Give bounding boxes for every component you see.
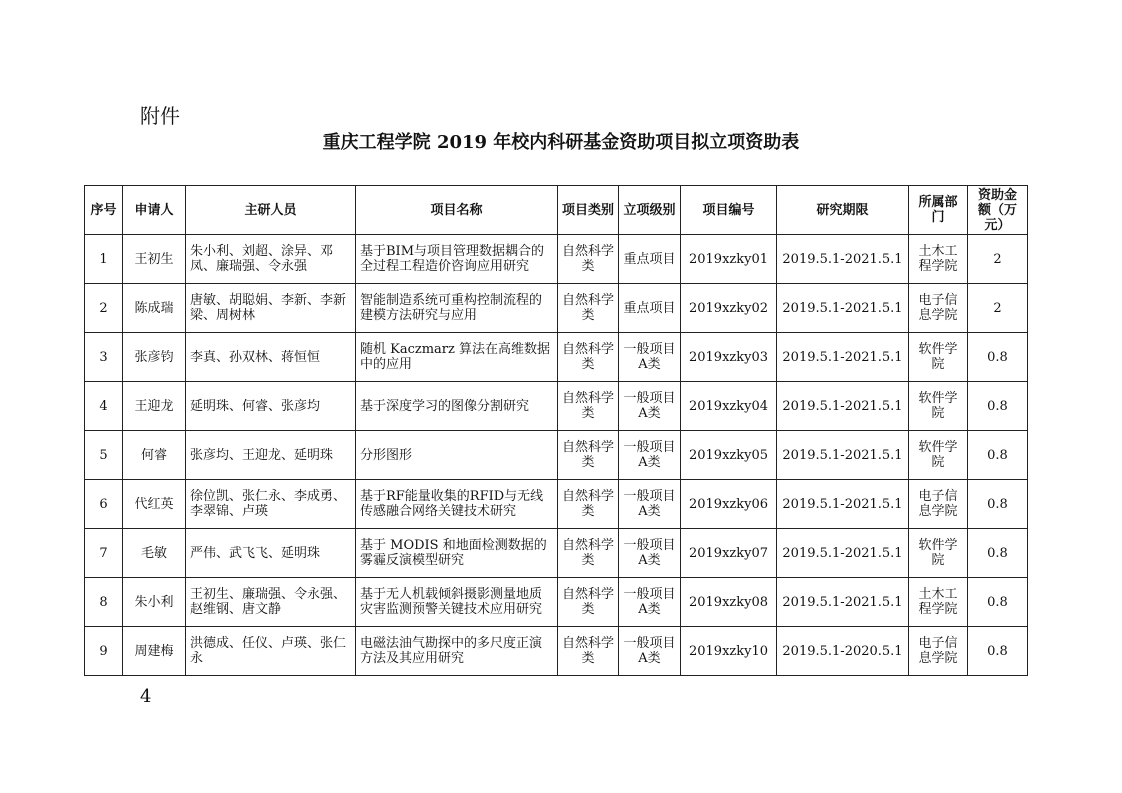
cell-level: 一般项目A类 bbox=[619, 627, 681, 676]
cell-department: 电子信息学院 bbox=[909, 480, 968, 529]
table-row bbox=[85, 431, 1028, 480]
header-level: 立项级别 bbox=[619, 186, 681, 235]
cell-category: 自然科学类 bbox=[558, 284, 619, 333]
document-title: 重庆工程学院 2019 年校内科研基金资助项目拟立项资助表 bbox=[322, 132, 800, 153]
cell-amount: 0.8 bbox=[968, 382, 1028, 431]
cell-researchers: 唐敏、胡聪娟、李新、李新梁、周树林 bbox=[186, 284, 356, 333]
cell-department: 土木工程学院 bbox=[909, 578, 968, 627]
cell-project-name: 基于BIM与项目管理数据耦合的全过程工程造价咨询应用研究 bbox=[356, 235, 558, 284]
cell-category: 自然科学类 bbox=[558, 529, 619, 578]
header-index: 序号 bbox=[85, 186, 123, 235]
cell-period: 2019.5.1-2021.5.1 bbox=[777, 333, 909, 382]
cell-researchers: 徐位凯、张仁永、李成勇、李翠锦、卢瑛 bbox=[186, 480, 356, 529]
cell-level: 一般项目A类 bbox=[619, 431, 681, 480]
cell-amount: 2 bbox=[968, 284, 1028, 333]
cell-period: 2019.5.1-2021.5.1 bbox=[777, 578, 909, 627]
cell-researchers: 张彦均、王迎龙、延明珠 bbox=[186, 431, 356, 480]
table-row bbox=[85, 284, 1028, 333]
cell-index: 6 bbox=[85, 480, 123, 529]
header-amount: 资助金额（万元） bbox=[968, 186, 1028, 235]
cell-project-name: 分形图形 bbox=[356, 431, 558, 480]
header-researchers: 主研人员 bbox=[186, 186, 356, 235]
cell-department: 电子信息学院 bbox=[909, 284, 968, 333]
cell-applicant: 何睿 bbox=[123, 431, 186, 480]
cell-level: 一般项目A类 bbox=[619, 480, 681, 529]
cell-amount: 0.8 bbox=[968, 627, 1028, 676]
cell-index: 4 bbox=[85, 382, 123, 431]
cell-category: 自然科学类 bbox=[558, 431, 619, 480]
cell-department: 软件学院 bbox=[909, 333, 968, 382]
cell-project-code: 2019xzky01 bbox=[681, 235, 777, 284]
cell-amount: 0.8 bbox=[968, 431, 1028, 480]
cell-project-code: 2019xzky10 bbox=[681, 627, 777, 676]
cell-department: 软件学院 bbox=[909, 382, 968, 431]
cell-category: 自然科学类 bbox=[558, 382, 619, 431]
header-project-name: 项目名称 bbox=[356, 186, 558, 235]
cell-project-name: 智能制造系统可重构控制流程的建模方法研究与应用 bbox=[356, 284, 558, 333]
cell-level: 一般项目A类 bbox=[619, 333, 681, 382]
header-period: 研究期限 bbox=[777, 186, 909, 235]
cell-researchers: 延明珠、何睿、张彦均 bbox=[186, 382, 356, 431]
cell-category: 自然科学类 bbox=[558, 235, 619, 284]
header-department: 所属部门 bbox=[909, 186, 968, 235]
cell-amount: 0.8 bbox=[968, 333, 1028, 382]
cell-index: 3 bbox=[85, 333, 123, 382]
cell-department: 土木工程学院 bbox=[909, 235, 968, 284]
cell-applicant: 王初生 bbox=[123, 235, 186, 284]
cell-applicant: 张彦钧 bbox=[123, 333, 186, 382]
table-row bbox=[85, 529, 1028, 578]
cell-level: 一般项目A类 bbox=[619, 529, 681, 578]
table-row bbox=[85, 627, 1028, 676]
cell-index: 2 bbox=[85, 284, 123, 333]
cell-researchers: 朱小利、刘超、涂异、邓凤、廉瑞强、令永强 bbox=[186, 235, 356, 284]
cell-project-code: 2019xzky02 bbox=[681, 284, 777, 333]
cell-amount: 0.8 bbox=[968, 529, 1028, 578]
header-project-code: 项目编号 bbox=[681, 186, 777, 235]
table-row bbox=[85, 235, 1028, 284]
cell-period: 2019.5.1-2021.5.1 bbox=[777, 235, 909, 284]
cell-project-code: 2019xzky05 bbox=[681, 431, 777, 480]
page-number: 4 bbox=[140, 686, 152, 707]
cell-period: 2019.5.1-2020.5.1 bbox=[777, 627, 909, 676]
funding-table bbox=[84, 185, 1028, 676]
cell-category: 自然科学类 bbox=[558, 627, 619, 676]
cell-department: 软件学院 bbox=[909, 431, 968, 480]
cell-index: 5 bbox=[85, 431, 123, 480]
cell-researchers: 洪德成、任仪、卢瑛、张仁永 bbox=[186, 627, 356, 676]
cell-index: 1 bbox=[85, 235, 123, 284]
header-applicant: 申请人 bbox=[123, 186, 186, 235]
cell-category: 自然科学类 bbox=[558, 578, 619, 627]
cell-researchers: 严伟、武飞飞、延明珠 bbox=[186, 529, 356, 578]
cell-amount: 0.8 bbox=[968, 480, 1028, 529]
cell-period: 2019.5.1-2021.5.1 bbox=[777, 382, 909, 431]
cell-category: 自然科学类 bbox=[558, 333, 619, 382]
cell-project-name: 基于深度学习的图像分割研究 bbox=[356, 382, 558, 431]
table-row bbox=[85, 578, 1028, 627]
cell-applicant: 王迎龙 bbox=[123, 382, 186, 431]
table-row bbox=[85, 333, 1028, 382]
cell-project-code: 2019xzky07 bbox=[681, 529, 777, 578]
cell-category: 自然科学类 bbox=[558, 480, 619, 529]
cell-applicant: 代红英 bbox=[123, 480, 186, 529]
cell-project-name: 随机 Kaczmarz 算法在高维数据中的应用 bbox=[356, 333, 558, 382]
cell-project-name: 基于 MODIS 和地面检测数据的雾霾反演模型研究 bbox=[356, 529, 558, 578]
cell-project-code: 2019xzky04 bbox=[681, 382, 777, 431]
attachment-label: 附件 bbox=[140, 104, 180, 128]
header-category: 项目类别 bbox=[558, 186, 619, 235]
cell-index: 7 bbox=[85, 529, 123, 578]
cell-department: 软件学院 bbox=[909, 529, 968, 578]
cell-period: 2019.5.1-2021.5.1 bbox=[777, 431, 909, 480]
cell-project-name: 基于RF能量收集的RFID与无线传感融合网络关键技术研究 bbox=[356, 480, 558, 529]
cell-department: 电子信息学院 bbox=[909, 627, 968, 676]
cell-project-code: 2019xzky03 bbox=[681, 333, 777, 382]
table-header-row bbox=[85, 186, 1028, 235]
cell-period: 2019.5.1-2021.5.1 bbox=[777, 480, 909, 529]
cell-project-name: 电磁法油气勘探中的多尺度正演方法及其应用研究 bbox=[356, 627, 558, 676]
cell-level: 重点项目 bbox=[619, 235, 681, 284]
cell-researchers: 李真、孙双林、蒋恒恒 bbox=[186, 333, 356, 382]
cell-project-name: 基于无人机载倾斜摄影测量地质灾害监测预警关键技术应用研究 bbox=[356, 578, 558, 627]
cell-level: 一般项目A类 bbox=[619, 382, 681, 431]
cell-applicant: 周建梅 bbox=[123, 627, 186, 676]
cell-level: 重点项目 bbox=[619, 284, 681, 333]
cell-index: 9 bbox=[85, 627, 123, 676]
cell-amount: 0.8 bbox=[968, 578, 1028, 627]
table-row bbox=[85, 480, 1028, 529]
cell-level: 一般项目A类 bbox=[619, 578, 681, 627]
cell-period: 2019.5.1-2021.5.1 bbox=[777, 529, 909, 578]
cell-amount: 2 bbox=[968, 235, 1028, 284]
cell-project-code: 2019xzky08 bbox=[681, 578, 777, 627]
cell-index: 8 bbox=[85, 578, 123, 627]
cell-applicant: 朱小利 bbox=[123, 578, 186, 627]
cell-applicant: 毛敏 bbox=[123, 529, 186, 578]
cell-period: 2019.5.1-2021.5.1 bbox=[777, 284, 909, 333]
cell-researchers: 王初生、廉瑞强、令永强、赵维钢、唐文静 bbox=[186, 578, 356, 627]
table-row bbox=[85, 382, 1028, 431]
cell-applicant: 陈成瑞 bbox=[123, 284, 186, 333]
cell-project-code: 2019xzky06 bbox=[681, 480, 777, 529]
